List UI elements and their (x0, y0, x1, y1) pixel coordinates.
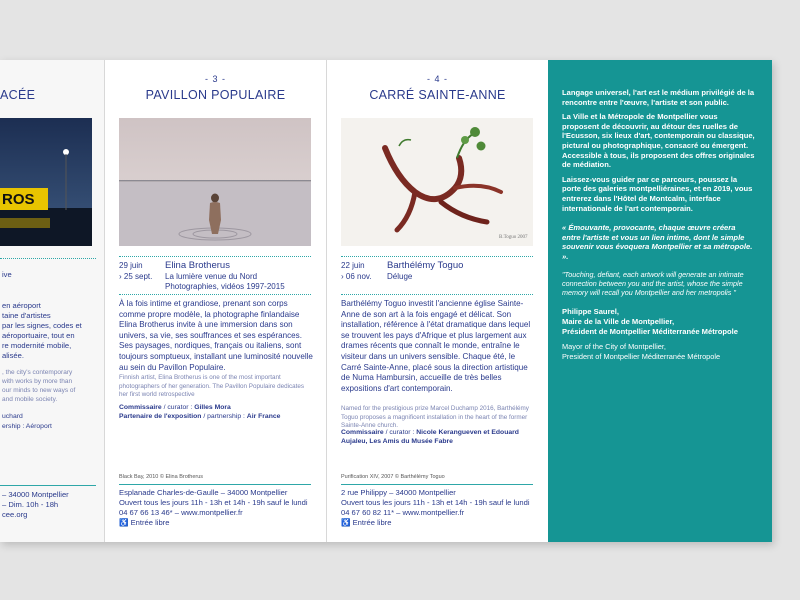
venue-title: PAVILLON POPULAIRE (145, 88, 286, 102)
photo-caption: Black Bay, 2010 © Elina Brotherus (119, 474, 204, 480)
venue-dotted-rule (341, 294, 533, 295)
artist-block (387, 260, 463, 282)
venue-description: À la fois intime et grandiose, prenant son corps comme propre modèle, la photographe finlandaise Elina Brotherus invite à une immersion dans son univers, sa vie, ses souffrances et ses espérances. Ses paysages, nordiques, français ou italiens, sont toujours somptueux, installant une luminosité nouvelle au sein du Pavillon Populaire. (119, 299, 313, 372)
curator-name: Gilles Mora (194, 404, 231, 411)
phone-website: 04 67 66 13 46* – www.montpellier.fr (119, 508, 243, 517)
photo-caption: Purification XIV, 2007 © Barthélémy Toguo (341, 474, 445, 480)
panel1-address-line: – 34000 Montpellier (2, 490, 69, 499)
panel1-en-line: with works by more than (2, 378, 73, 385)
exhibition-dates: 22 juin › 06 nov. (341, 261, 372, 281)
panel1-en-line: our minds to new ways of (2, 387, 76, 394)
panel-pavillon-populaire (104, 60, 326, 542)
artist-block (165, 260, 285, 292)
curator-line (119, 403, 313, 412)
entry-line (341, 518, 537, 528)
curator-sep: / curator : (161, 404, 195, 411)
panel-editorial (548, 60, 772, 542)
venue-description: Barthélémy Toguo investit l'ancienne église Sainte-Anne de son art à la fois engagé et délicat. Son installation, référence à l'état dramatique dans lequel se trouvent les pays d'Afrique et plus largement aux drames récents que connaît le monde, entraîne le visiteur dans un univers sensible. Chaque été, le Carré Sainte-Anne, placé sous la direction artistique de Numa Hambursin, accueille de très belles expositions d'art contemporain. (341, 299, 531, 393)
signature-english: Mayor of the City of Montpellier, President of Montpellier Méditerranée Métropole (562, 342, 721, 361)
phone-website: 04 67 60 82 11* – www.montpellier.fr (341, 508, 465, 517)
venue-number: - 3 - (204, 74, 226, 84)
venue-dotted-rule (119, 256, 311, 257)
venue-number: - 4 - (426, 74, 448, 84)
panel1-body-line: par les signes, codes et (2, 321, 82, 330)
quote-french: « Émouvante, provocante, chaque œuvre créera entre l'artiste et vous un lien intime, dont le simple souvenir vous évoquera Montpellier et sa métropole. ». (562, 223, 753, 261)
venue-address (341, 488, 537, 528)
panel1-partner-fragment: ership : Aéroport (2, 423, 52, 430)
exhibition-credits (341, 428, 535, 446)
curator-sep: / curator : (383, 429, 417, 436)
signature-french: Philippe Saurel, Maire de la Ville de Montpellier, Président de Montpellier Méditerranée Métropole (562, 307, 738, 336)
program-paragraph: La Ville et la Métropole de Montpellier vous proposent de découvrir, au détour des ruelles de l'Ecusson, six lieux d'art, contemporain ou classique, pictural ou photographique, consacré ou émergent. Accessible à tous, ils proposent des offres originales de médiation. (562, 112, 755, 170)
airport-night-photo-icon (0, 118, 92, 246)
panel1-address-line: – Dim. 10h - 18h (2, 500, 59, 509)
panel1-body-line: taine d'artistes (2, 311, 51, 320)
partner-label: Partenaire de l'exposition (119, 413, 202, 420)
exhibition-subtitle: Photographies, vidéos 1997-2015 (165, 282, 285, 291)
entry-line (119, 518, 315, 528)
partner-sep: / partnership : (201, 413, 247, 420)
svg-text:B.Toguo 2007: B.Toguo 2007 (499, 235, 528, 240)
panel-aeroport-cropped (0, 60, 104, 542)
panel1-en-line: and mobile society. (2, 396, 58, 403)
accessibility-icon: ♿ (341, 518, 351, 527)
exhibition-credits (119, 403, 313, 421)
venue-title: CARRÉ SAINTE-ANNE (369, 88, 506, 102)
exhibition-title: Déluge (387, 272, 413, 281)
venue-photo (341, 118, 533, 246)
curator-label: Commissaire (119, 404, 162, 411)
toguo-painting-icon (341, 118, 533, 246)
accessibility-icon: ♿ (119, 518, 129, 527)
brochure (0, 60, 772, 542)
partner-line (119, 412, 313, 421)
address-street: Esplanade Charles-de-Gaulle – 34000 Montpellier (119, 488, 288, 497)
exhibition-title: La lumière venue du Nord (165, 272, 258, 281)
curator-line (341, 428, 535, 446)
curator-name: Nicole Kerangueven et Edouard Aujaleu, Les Amis du Musée Fabre (341, 429, 519, 445)
artist-name: Elina Brotherus (165, 260, 230, 271)
partner-name: Air France (246, 413, 281, 420)
opening-hours: Ouvert tous les jours 11h - 13h et 14h - 19h sauf le lundi (119, 498, 308, 507)
artist-name: Barthélémy Toguo (387, 260, 464, 271)
panel-carre-sainte-anne (326, 60, 548, 542)
invitation-paragraph: Laissez-vous guider par ce parcours, poussez la porte des galeries montpelliéraines, et en 2019, vous entrerez dans l'Hôtel de Montcalm, interface internationale de l'art contemporain. (562, 174, 753, 213)
panel1-body-line: aéroportuaire, tout en (2, 331, 75, 340)
venue-description-english: Named for the prestigious prize Marcel Duchamp 2016, Barthélémy Toguo proposes a magnificent installation in the heart of the former Sainte-Anne church. (341, 405, 529, 429)
venue-dotted-rule (119, 294, 311, 295)
woman-in-lake-photo-icon (119, 118, 311, 246)
venue-photo (119, 118, 311, 246)
panel1-curator-fragment: uchard (2, 413, 23, 420)
panel1-body-line: alisée. (2, 351, 24, 360)
panel1-title-fragment: ACÉE (0, 88, 36, 102)
panel1-body-line: en aéroport (2, 301, 41, 310)
venue-dotted-rule (341, 256, 533, 257)
venue-description-english: Finnish artist, Elina Brotherus is one of the most important photographers of her generation. The Pavillon Populaire dedicates her first world retrospective (119, 374, 305, 398)
address-rule (119, 484, 311, 485)
curator-label: Commissaire (341, 429, 384, 436)
panel1-photo (0, 118, 92, 246)
entry-label: Entrée libre (130, 518, 170, 527)
panel1-body-line: re modernité mobile, (2, 341, 72, 350)
quote-english: "Touching, defiant, each artwork will generate an intimate connection between you and the artist, whose the simple memory will recall you Montpellier and her metropolis " (562, 269, 744, 298)
address-rule (341, 484, 533, 485)
intro-paragraph: Langage universel, l'art est le médium privilégié de la rencontre entre l'œuvre, l'artiste et son public. (562, 88, 755, 107)
exhibition-dates: 29 juin › 25 sept. (119, 261, 153, 281)
opening-hours: Ouvert tous les jours 11h - 13h et 14h - 19h sauf le lundi (341, 498, 530, 507)
address-street: 2 rue Philippy – 34000 Montpellier (341, 488, 456, 497)
venue-address (119, 488, 315, 528)
panel1-label-fragment: ive (2, 270, 12, 279)
entry-label: Entrée libre (352, 518, 392, 527)
panel1-address-rule (0, 485, 96, 486)
panel1-address-line: cee.org (2, 510, 28, 519)
panel1-dotted-rule (0, 258, 96, 259)
panel1-en-line: , the city's contemporary (2, 369, 73, 376)
svg-text:ROS: ROS (2, 191, 35, 208)
